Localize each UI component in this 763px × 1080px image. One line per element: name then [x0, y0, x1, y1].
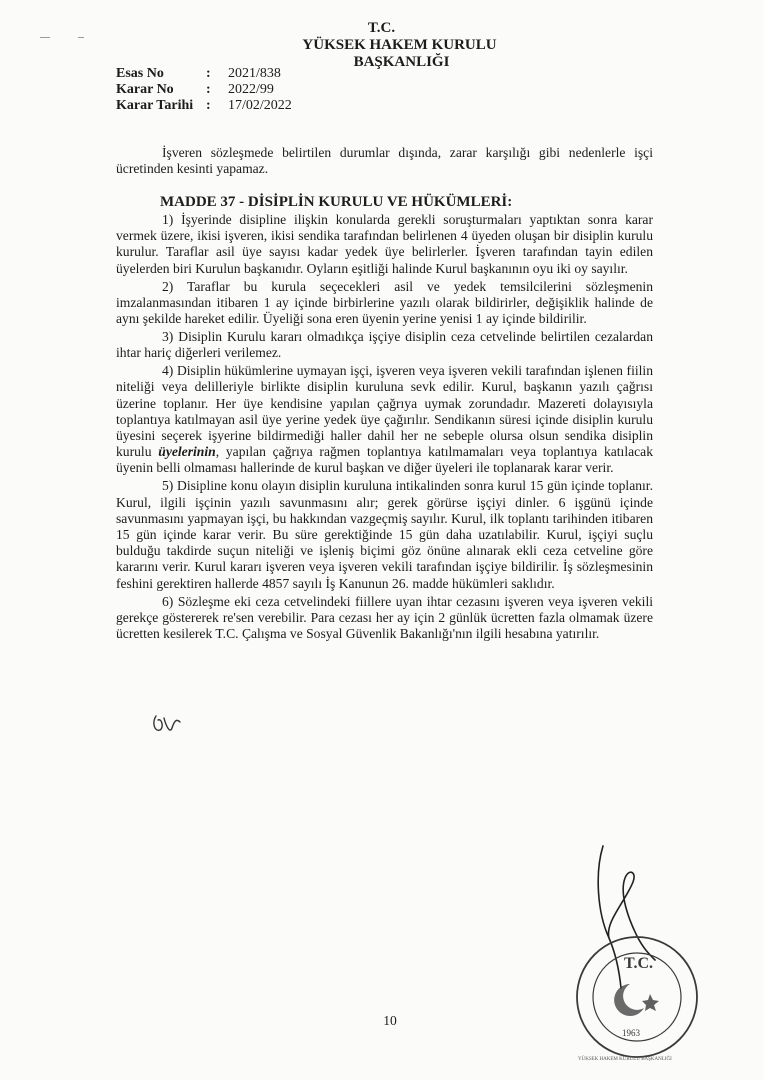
- emphasized-word: üyelerinin: [158, 444, 216, 460]
- article-paragraph-6: 6) Sözleşme eki ceza cetvelindeki fiillere uyan ihtar cezasını işveren veya işveren vekili gerekçe göstererek re'sen verebilir. Para cezası her ay için 2 günlük ücretten fazla olmamak üzere ücretten kesilerek T.C. Çalışma ve Sosyal Güvenlik Bakanlığı'nın ilgili hesabına yatırılır.: [116, 593, 653, 642]
- article-paragraph-2: 2) Taraflar bu kurula seçecekleri asil ve yedek temsilcilerini sözleşmenin imzalanmasından itibaren 1 ay içinde birbirlerine yazılı olarak bildirirler, değişiklik halinde de aynı şekilde hareket edilir. Üyeliği sona eren üyenin yerine yenisi 1 ay içinde bildirilir.: [116, 278, 653, 327]
- paragraph-4-part-b: , yapılan çağrıya rağmen toplantıya katılmamaları veya toplantıya katılacak üyenin belli olmaması hallerinde de kurul başkan ve diğer üyeleri ile toplanarak karar verir.: [116, 444, 654, 476]
- meta-value: 2022/99: [228, 82, 274, 97]
- case-meta: [116, 66, 348, 114]
- meta-row-esas: [116, 66, 348, 82]
- meta-row-karar: [116, 82, 348, 98]
- seal-year: 1963: [622, 1028, 640, 1038]
- paragraph-4-part-a: 4) Disiplin hükümlerine uymayan işçi, işveren veya işveren vekili tarafından işlenen fiilin niteliği veya delilleriyle birlikte disiplin kuruluna sevk edilir. Kurul, başkanın yazılı çağrısı üzerine toplanır. Her üye kendisine yapılan çağrıya uymak zorundadır. Mazereti dolayısıyla toplantıya katılmayan asil üye yerine yedek üye çağırılır. Sendikanın süresi içinde disiplin kurulu üyesini seçerek işyerine bildirmediği haller dahil her ne sebeple olursa olsun sendika disiplin kurulu: [116, 363, 653, 460]
- article-paragraph-1: 1) İşyerinde disipline ilişkin konularda gerekli soruşturmaları yaptıktan sonra karar vermek üzere, ikisi işveren, ikisi sendika tarafından belirlenen 4 üyeden oluşan bir disiplin kurulu kurulur. Taraflar asil üye sayısı kadar yedek üye belirlerler. İşveren tarafından tayin edilen üyelerden biri Kurulun başkanıdır. Oyların eşitliği halinde Kurul başkanının oyu iki oy sayılır.: [116, 212, 653, 276]
- handwritten-mark-icon: [150, 708, 184, 740]
- meta-colon: :: [206, 82, 211, 97]
- meta-label: Esas No: [116, 66, 164, 81]
- page-number: 10: [383, 1013, 397, 1028]
- meta-label: Karar Tarihi: [116, 98, 194, 113]
- meta-row-tarih: [116, 98, 348, 114]
- article-paragraph-5: 5) Disipline konu olayın disiplin kuruluna intikalinden sonra kurul 15 gün içinde toplanır. Kurul, ilgili işçinin yazılı savunmasını alır; gerek görürse işçiyi dinler. 6 işgünü içinde savunmasını yapmayan işçi, bu hakkından vazgeçmiş sayılır. Kurul, ilk toplantı tarihinden itibaren 15 gün içinde karar verir. Bu süre gerektiğinde 15 gün daha uzatılabilir. Kurul, işçiyi suçlu bulduğu takdirde suçun niteliği ve işleniş biçimi göz önüne alınarak ekli ceza cetveline göre kararını verir. Kurul kararı işveren veya işveren vekili tarafından işçiye bildirilir. İş sözleşmesinin feshini gerektiren hallerde 4857 sayılı İş Kanunun 26. madde hükümleri saklıdır.: [116, 478, 653, 591]
- seal-center-text: T.C.: [624, 955, 654, 972]
- header-institution: YÜKSEK HAKEM KURULU: [302, 37, 497, 53]
- article-paragraph-4: [116, 363, 653, 476]
- meta-colon: :: [206, 98, 211, 113]
- intro-paragraph: İşveren sözleşmede belirtilen durumlar dışında, zarar karşılığı gibi nedenlerle işçi ücretinden kesinti yapamaz.: [116, 145, 653, 177]
- header-tc: T.C.: [367, 20, 396, 36]
- seal-ring-text: YÜKSEK HAKEM KURULU BAŞKANLIĞI: [578, 1057, 672, 1062]
- article-body: [116, 212, 653, 644]
- official-seal-icon: [572, 932, 702, 1062]
- article-title: MADDE 37 - DİSİPLİN KURULU VE HÜKÜMLERİ:: [160, 194, 513, 210]
- header-department: BAŞKANLIĞI: [353, 54, 450, 70]
- meta-value: 2021/838: [228, 66, 281, 81]
- article-paragraph-3: 3) Disiplin Kurulu kararı olmadıkça işçiye disiplin ceza cetvelinde belirtilen cezalardan ihtar hariç diğerleri verilemez.: [116, 329, 653, 361]
- meta-colon: :: [206, 66, 211, 81]
- meta-value: 17/02/2022: [228, 98, 292, 113]
- meta-label: Karar No: [116, 82, 174, 97]
